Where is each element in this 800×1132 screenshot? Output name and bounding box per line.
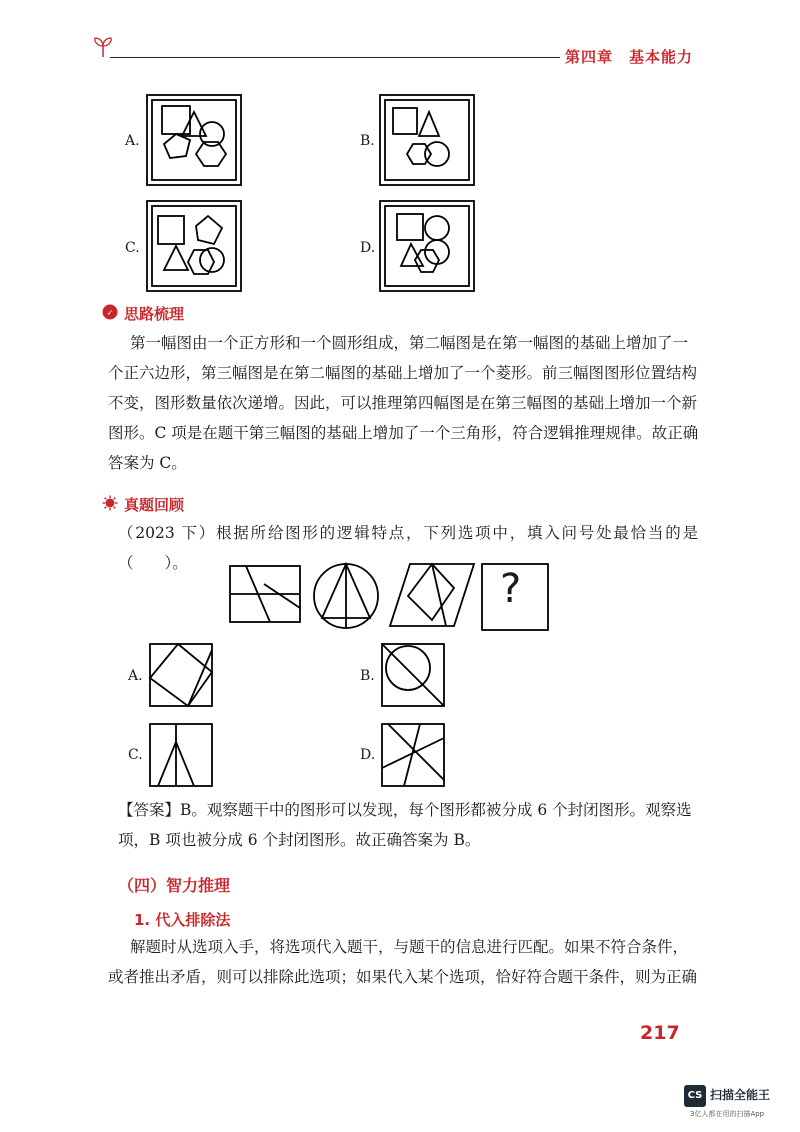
header-rule bbox=[110, 57, 560, 58]
exam-option-b-figure bbox=[380, 642, 448, 708]
subsection-heading: 1. 代入排除法 bbox=[134, 911, 231, 929]
camscanner-logo: CS bbox=[684, 1085, 706, 1107]
option-c-figure bbox=[146, 200, 242, 292]
option-a-figure bbox=[146, 94, 242, 186]
exam-option-b-label: B. bbox=[360, 668, 375, 684]
exam-option-d-label: D. bbox=[360, 747, 376, 763]
analysis-text bbox=[108, 328, 699, 478]
option-d-figure bbox=[379, 200, 475, 292]
answer-line: 项，B 项也被分成 6 个封闭图形。故正确答案为 B。 bbox=[118, 831, 481, 849]
analysis-line: 第一幅图由一个正方形和一个圆形组成，第二幅图是在第一幅图的基础上增加了一 bbox=[130, 334, 689, 352]
analysis-icon bbox=[102, 304, 118, 320]
svg-text:✓: ✓ bbox=[106, 308, 114, 318]
analysis-line: 不变，图形数量依次递增。因此，可以推理第四幅图是在第三幅图的基础上增加一个新 bbox=[108, 394, 698, 412]
exam-option-d-figure bbox=[380, 722, 448, 788]
sun-icon bbox=[102, 495, 118, 511]
chapter-title: 第四章 基本能力 bbox=[565, 48, 694, 66]
analysis-line: 答案为 C。 bbox=[108, 454, 187, 472]
stem-figure-1 bbox=[230, 566, 300, 622]
sprout-icon bbox=[92, 35, 114, 59]
option-b-figure bbox=[379, 94, 475, 186]
watermark-tagline: 3亿人都在用的扫描App bbox=[690, 1110, 765, 1118]
real-exam-question: （2023 下）根据所给图形的逻辑特点，下列选项中，填入问号处最恰当的是（ ）。 bbox=[118, 524, 698, 572]
section-heading: （四）智力推理 bbox=[118, 876, 231, 895]
page-number: 217 bbox=[640, 1022, 680, 1044]
option-a-label: A. bbox=[125, 133, 140, 149]
real-exam-title: 真题回顾 bbox=[124, 496, 185, 514]
option-b-label: B. bbox=[360, 133, 375, 149]
answer-text bbox=[118, 795, 692, 855]
exam-option-c-label: C. bbox=[128, 747, 143, 763]
stem-figure-2 bbox=[314, 564, 378, 628]
watermark-name: 扫描全能王 bbox=[710, 1088, 771, 1102]
exam-option-a-label: A. bbox=[128, 668, 143, 684]
option-d-label: D. bbox=[360, 240, 376, 256]
stem-figure-3 bbox=[390, 564, 474, 626]
exam-option-a-figure bbox=[148, 642, 216, 708]
section-line: 解题时从选项入手，将选项代入题干，与题干的信息进行匹配。如果不符合条件， bbox=[130, 938, 689, 956]
question-mark: ? bbox=[500, 566, 522, 612]
analysis-line: 图形。C 项是在题干第三幅图的基础上增加了一个三角形，符合逻辑推理规律。故正确 bbox=[108, 424, 699, 442]
section-text bbox=[108, 932, 698, 992]
exam-option-c-figure bbox=[148, 722, 216, 788]
analysis-line: 个正六边形，第三幅图是在第二幅图的基础上增加了一个菱形。前三幅图图形位置结构 bbox=[108, 364, 698, 382]
analysis-title: 思路梳理 bbox=[124, 305, 185, 323]
answer-line: 【答案】B。观察题干中的图形可以发现，每个图形都被分成 6 个封闭图形。观察选 bbox=[118, 801, 692, 819]
section-line: 或者推出矛盾，则可以排除此选项；如果代入某个选项，恰好符合题干条件，则为正确 bbox=[108, 968, 698, 986]
option-c-label: C. bbox=[125, 240, 140, 256]
